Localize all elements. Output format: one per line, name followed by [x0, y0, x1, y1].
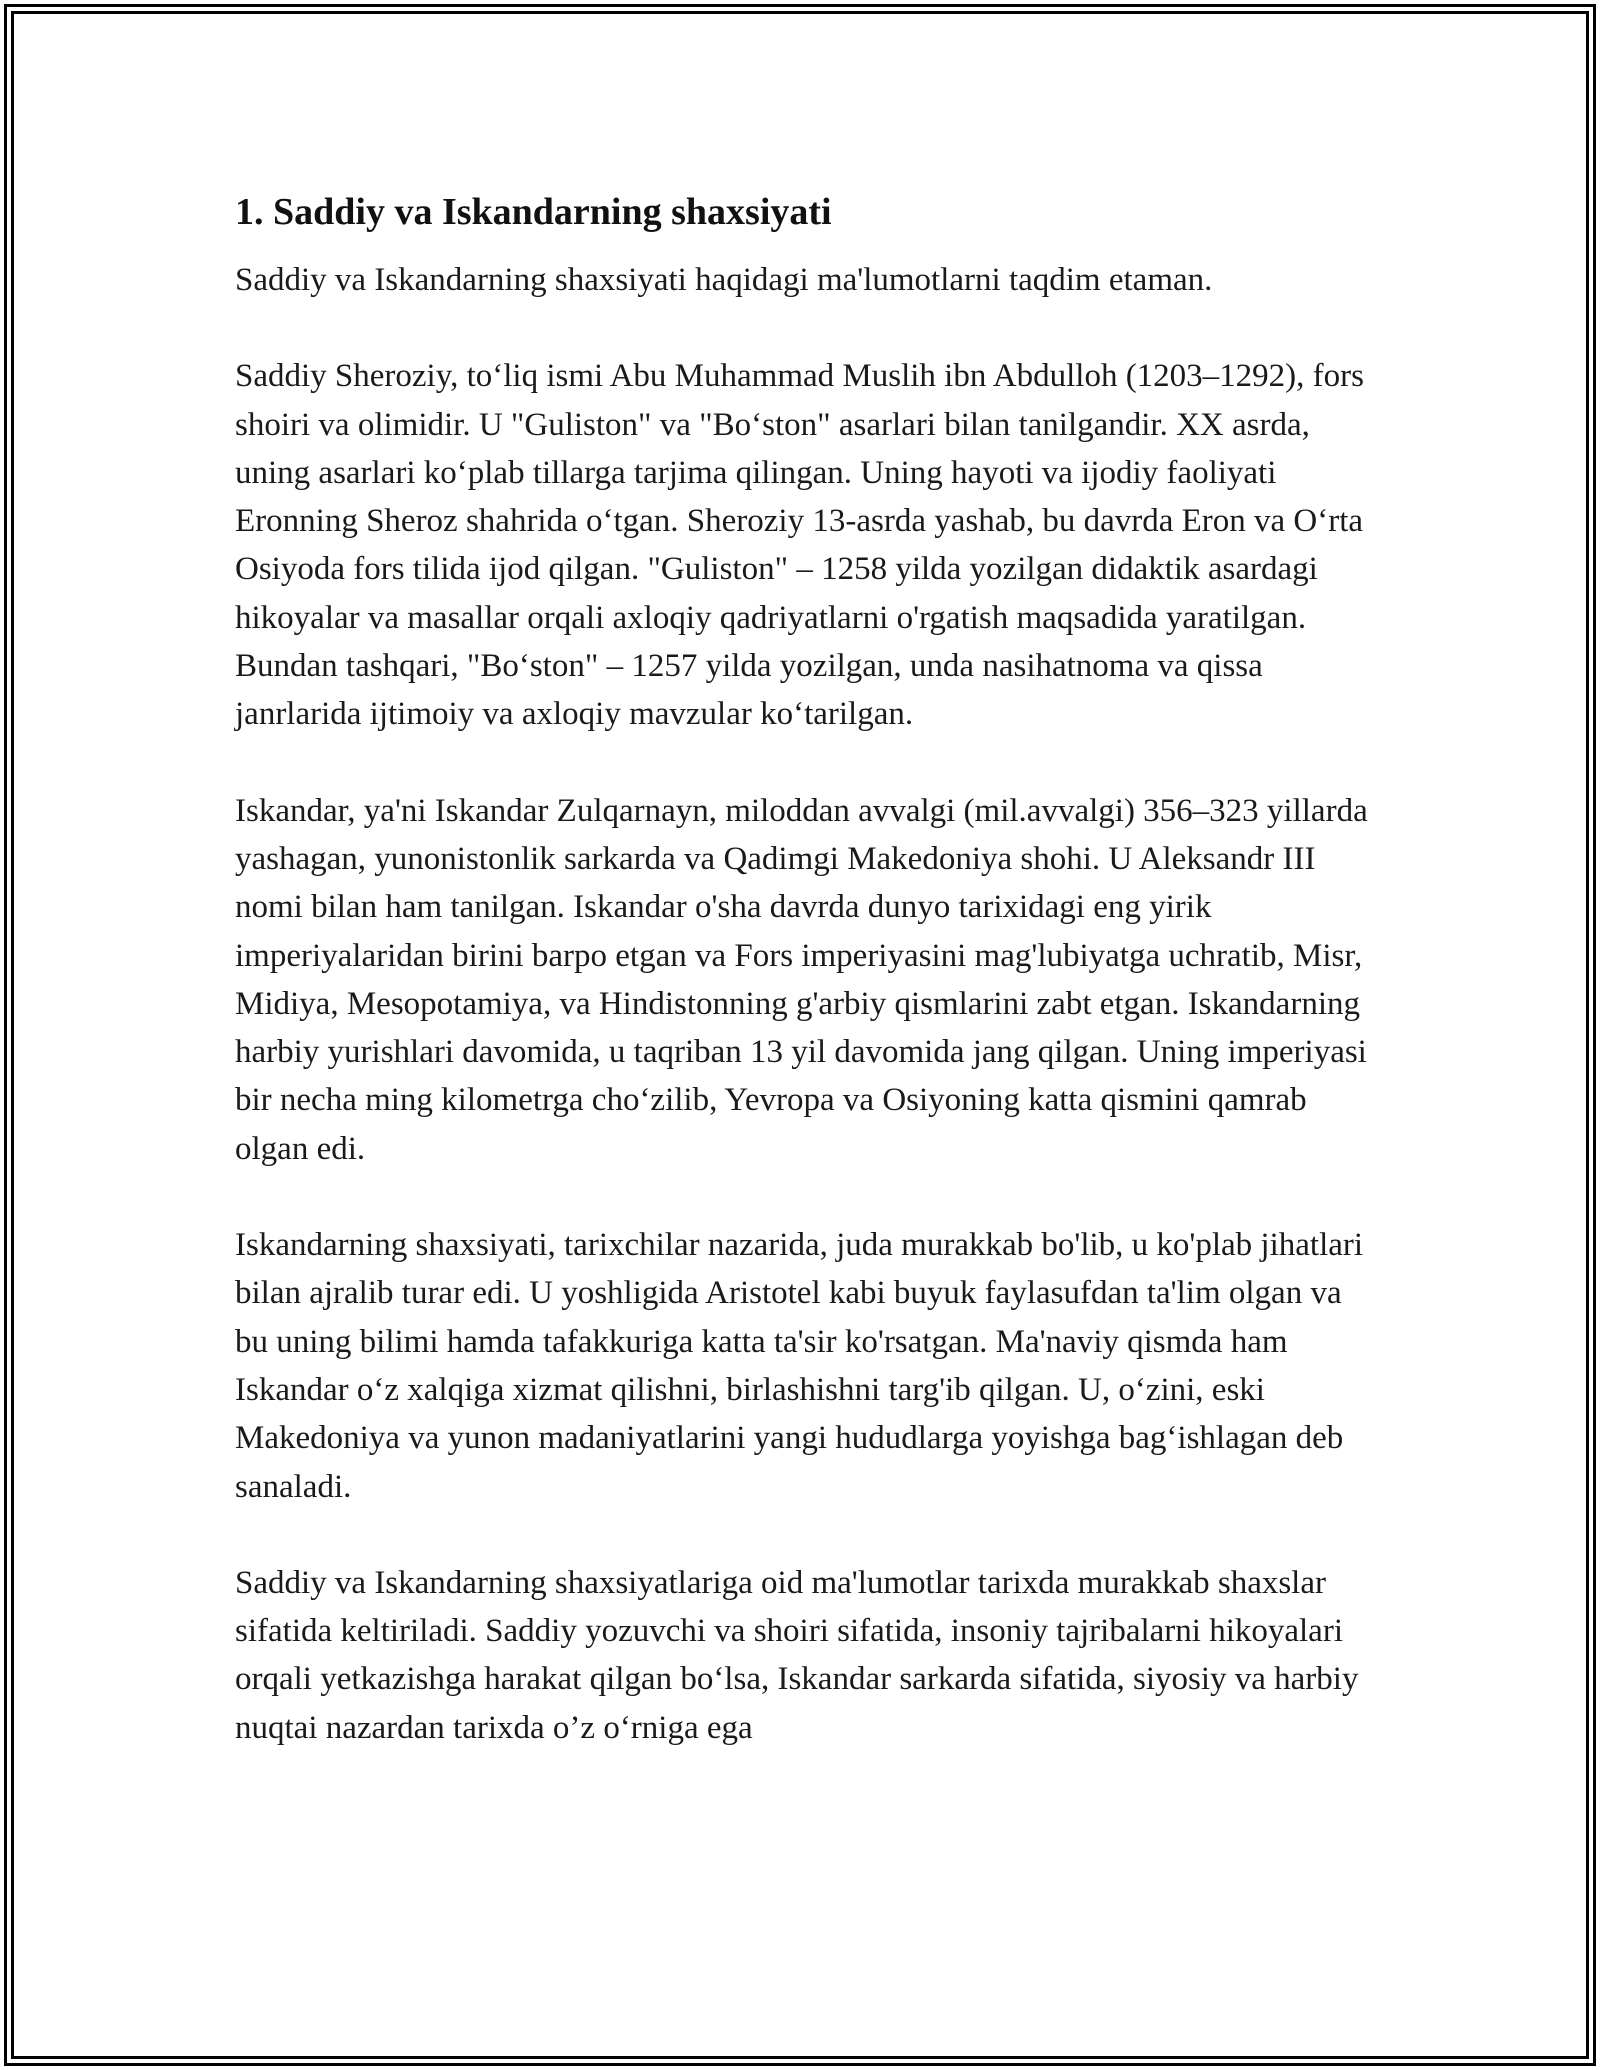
comparison-paragraph: Saddiy va Iskandarning shaxsiyatlariga oid ma'lumotlar tarixda murakkab shaxslar sifatida keltiriladi. Saddiy yozuvchi va shoiri sifatida, insoniy tajribalarni hikoyalari orqali yetkazishga harakat qilgan bo‘lsa, Iskandar sarkarda sifatida, siyosiy va harbiy nuqtai nazardan tarixda o’z o‘rniga ega	[235, 1564, 1359, 1746]
section-heading: 1. Saddiy va Iskandarning shaxsiyati	[235, 191, 832, 233]
intro-paragraph: Saddiy va Iskandarning shaxsiyati haqidagi ma'lumotlarni taqdim etaman.	[235, 262, 1213, 298]
saddiy-paragraph: Saddiy Sheroziy, to‘liq ismi Abu Muhammad Muslih ibn Abdulloh (1203–1292), fors shoiri va olimidir. U "Guliston" va "Bo‘ston" asarlari bilan tanilgandir. XX asrda, uning asarlari ko‘plab tillarga tarjima qilingan. Uning hayoti va ijodiy faoliyati Eronning Sheroz shahrida o‘tgan. Sheroziy 13-asrda yashab, bu davrda Eron va O‘rta Osiyoda fors tilida ijod qilgan. "Guliston" – 1258 yilda yozilgan didaktik asardagi hikoyalar va masallar orqali axloqiy qadriyatlarni o'rgatish maqsadida yaratilgan. Bundan tashqari, "Bo‘ston" – 1257 yilda yozilgan, unda nasihatnoma va qissa janrlarida ijtimoiy va axloqiy mavzular ko‘tarilgan.	[235, 358, 1364, 733]
iskandar-paragraph: Iskandar, ya'ni Iskandar Zulqarnayn, miloddan avvalgi (mil.avvalgi) 356–323 yillarda yashagan, yunonistonlik sarkarda va Qadimgi Makedoniya shohi. U Aleksandr III nomi bilan ham tanilgan. Iskandar o'sha davrda dunyo tarixidagi eng yirik imperiyalaridan birini barpo etgan va Fors imperiyasini mag'lubiyatga uchratib, Misr, Midiya, Mesopotamiya, va Hindistonning g'arbiy qismlarini zabt etgan. Iskandarning harbiy yurishlari davomida, u taqriban 13 yil davomida jang qilgan. Uning imperiyasi bir necha ming kilometrga cho‘zilib, Yevropa va Osiyoning katta qismini qamrab olgan edi.	[235, 792, 1368, 1167]
iskandar-personality-paragraph: Iskandarning shaxsiyati, tarixchilar nazarida, juda murakkab bo'lib, u ko'plab jihatlari bilan ajralib turar edi. U yoshligida Aristotel kabi buyuk faylasufdan ta'lim olgan va bu uning bilimi hamda tafakkuriga katta ta'sir ko'rsatgan. Ma'naviy qismda ham Iskandar o‘z xalqiga xizmat qilishni, birlashishni targ'ib qilgan. U, o‘zini, eski Makedoniya va yunon madaniyatlarini yangi hududlarga yoyishga bag‘ishlagan deb sanaladi.	[235, 1227, 1364, 1505]
document-body	[235, 188, 1375, 1800]
